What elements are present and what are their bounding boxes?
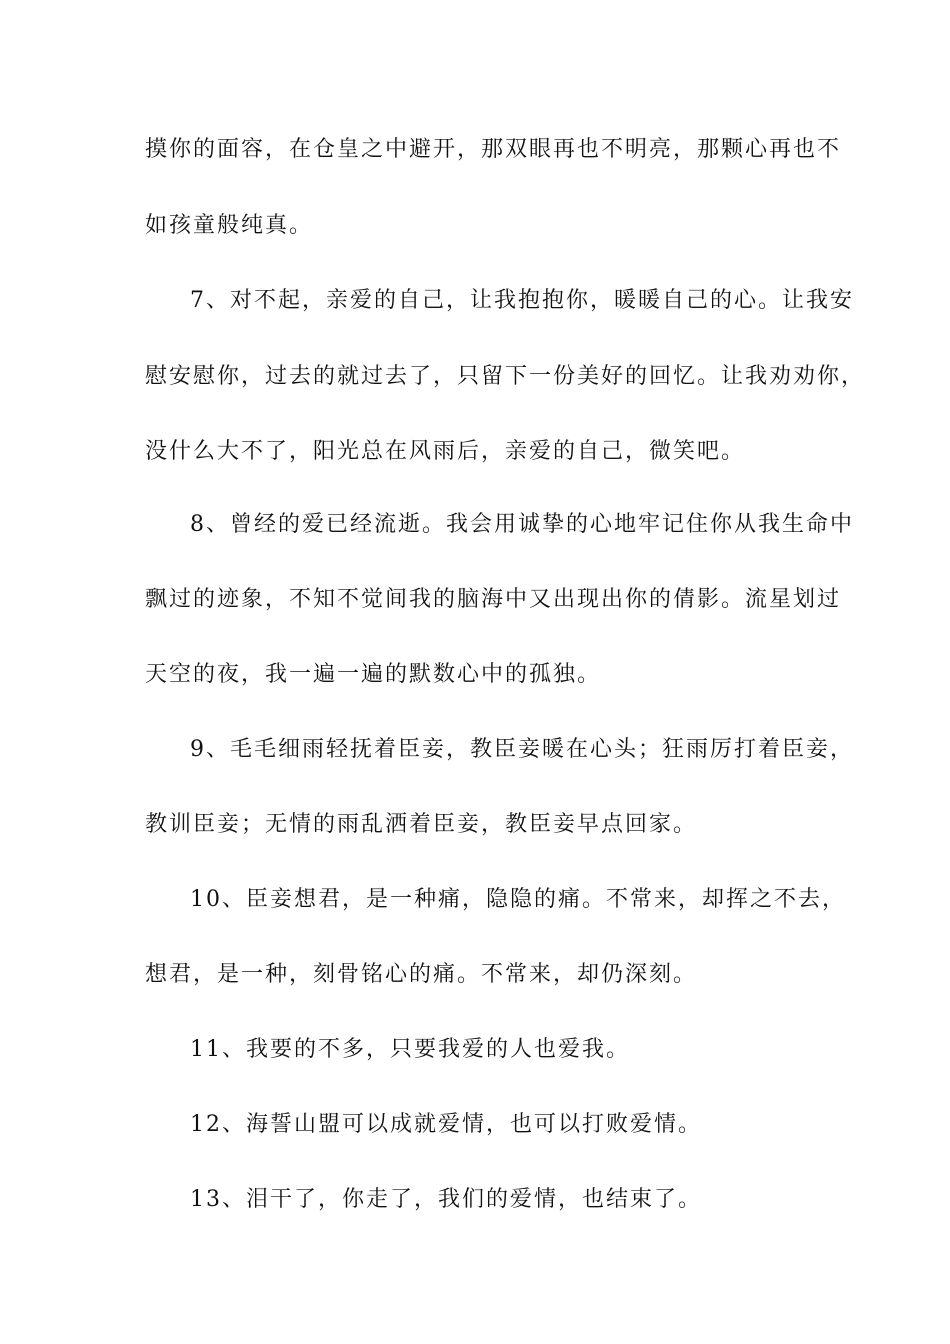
text-line: 飘过的迹象，不知不觉间我的脑海中又出现出你的倩影。流星划过 [145,587,842,612]
paragraph-item-9-line-1: 9、毛毛细雨轻抚着臣妾，教臣妾暖在心头；狂雨厉打着臣妾， [190,737,854,762]
text-line: 慰安慰你，过去的就过去了，只留下一份美好的回忆。让我劝劝你， [145,364,866,389]
paragraph-item-11: 11、我要的不多，只要我爱的人也爱我。 [190,1037,630,1062]
text-line: 天空的夜，我一遍一遍的默数心中的孤独。 [145,662,602,687]
paragraph-item-12: 12、海誓山盟可以成就爱情，也可以打败爱情。 [190,1112,702,1137]
paragraph-item-8-line-1: 8、曾经的爱已经流逝。我会用诚挚的心地牢记住你从我生命中 [190,512,854,537]
text-line: 教训臣妾；无情的雨乱洒着臣妾，教臣妾早点回家。 [145,812,698,837]
text-line: 摸你的面容，在仓皇之中避开，那双眼再也不明亮，那颗心再也不 [145,137,842,162]
paragraph-item-13: 13、泪干了，你走了，我们的爱情，也结束了。 [190,1187,702,1212]
paragraph-item-7-line-1: 7、对不起，亲爱的自己，让我抱抱你，暖暖自己的心。让我安 [190,288,854,313]
paragraph-item-10-line-1: 10、臣妾想君，是一种痛，隐隐的痛。不常来，却挥之不去， [190,887,846,912]
text-line: 没什么大不了，阳光总在风雨后，亲爱的自己，微笑吧。 [145,439,746,464]
text-line: 如孩童般纯真。 [145,213,314,238]
text-line: 想君，是一种，刻骨铭心的痛。不常来，却仍深刻。 [145,962,698,987]
